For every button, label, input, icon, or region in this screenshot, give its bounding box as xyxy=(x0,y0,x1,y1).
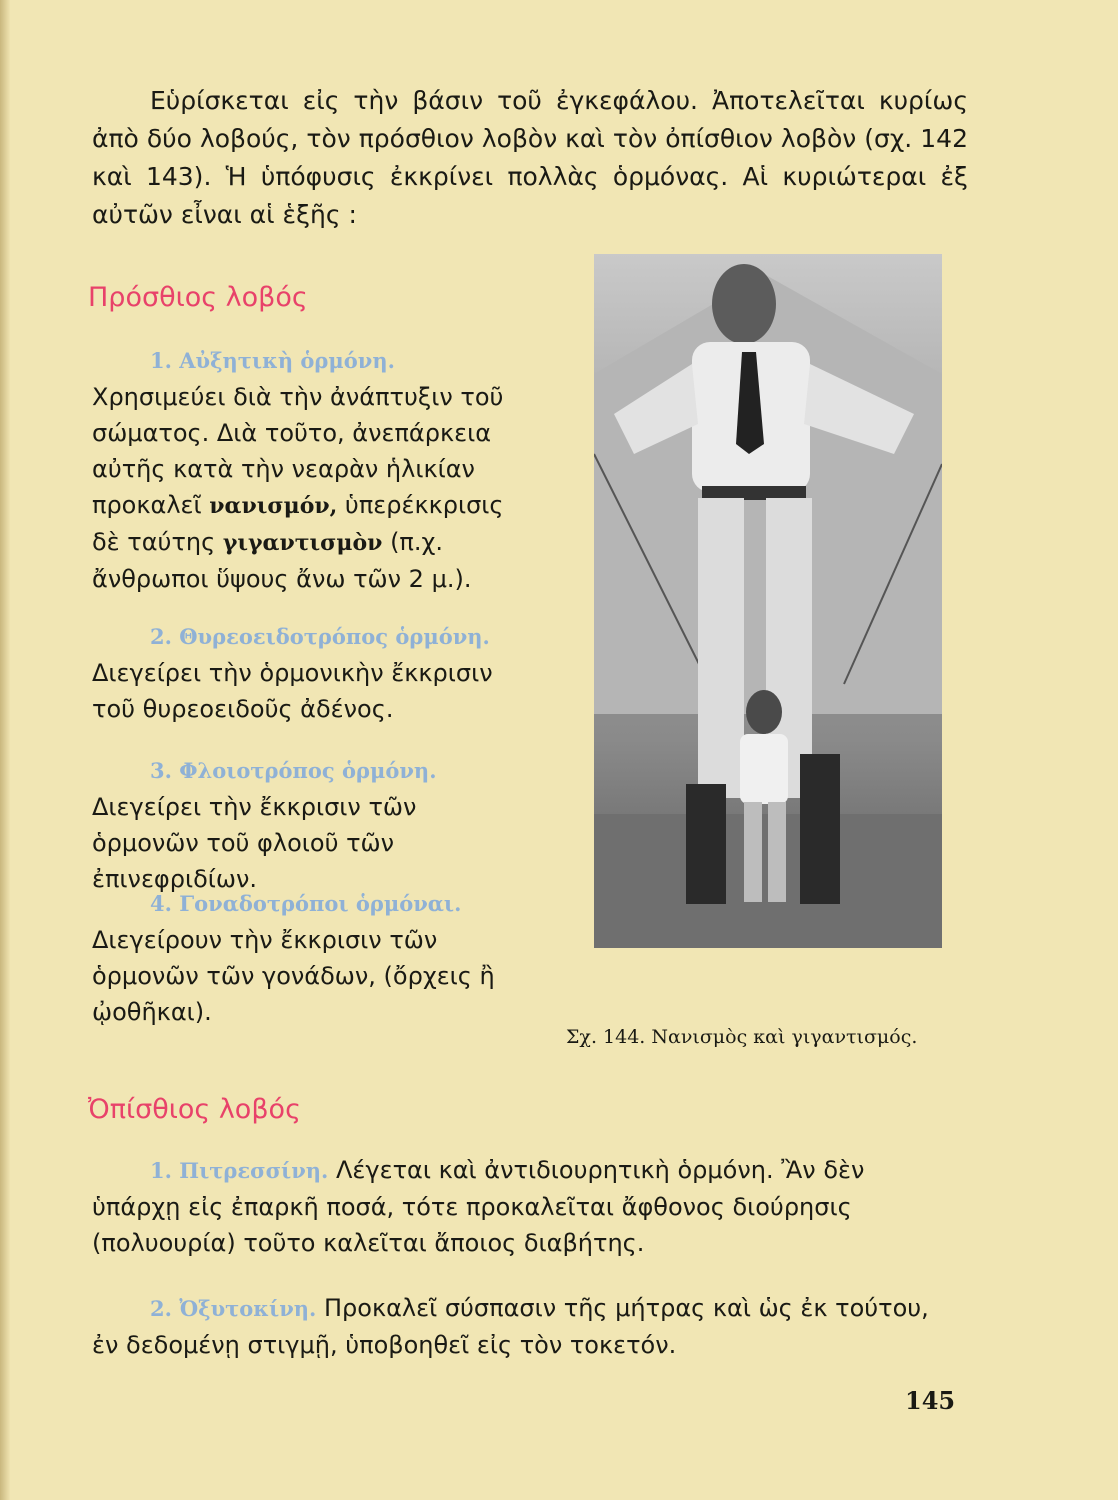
gigantism-term: γιγαντισμὸν xyxy=(222,530,383,556)
anterior-lobe-heading: Πρόσθιος λοβός xyxy=(88,282,308,313)
child-left-leg xyxy=(744,802,762,902)
posterior-lobe-heading: Ὀπίσθιος λοβός xyxy=(88,1094,301,1125)
child-shirt xyxy=(740,734,788,804)
thyrotropic-hormone-lead: 2. Θυρεοειδοτρόπος ὁρμόνη. xyxy=(150,624,490,649)
oxytocin-text: Προκαλεῖ σύσπασιν τῆς μήτρας καὶ ὡς ἐκ τούτου, ἐν δεδομένῃ στιγμῇ, ὑποβοηθεῖ εἰς τὸν τοκετόν. xyxy=(92,1294,929,1359)
pitressin-text: Λέγεται καὶ ἀντιδιουρητικὴ ὁρμόνη. Ἂν δὲν ὑπάρχῃ εἰς ἐπαρκῆ ποσά, τότε προκαλεῖται ἄφθονος διούρησις (πολυουρία) τοῦτο καλεῖται ἄποιος διαβήτης. xyxy=(92,1156,865,1257)
thyrotropic-hormone-text: Διεγείρει τὴν ὁρμονικὴν ἔκκρισιν τοῦ θυρεοειδοῦς ἀδένος. xyxy=(92,659,493,723)
oxytocin-lead: 2. Ὀξυτοκίνη. xyxy=(150,1296,317,1321)
intro-paragraph xyxy=(92,82,968,234)
giant-right-boot xyxy=(800,754,840,904)
giant-belt xyxy=(702,486,806,500)
thyrotropic-hormone-paragraph xyxy=(92,618,524,727)
pitressin-paragraph xyxy=(92,1152,954,1261)
figure-caption: Σχ. 144. Νανισμὸς καὶ γιγαντισμός. xyxy=(566,1026,918,1048)
page-number: 145 xyxy=(905,1386,956,1415)
gonadotropic-hormones-paragraph xyxy=(92,885,524,1030)
gonadotropic-hormones-lead: 4. Γοναδοτρόποι ὁρμόναι. xyxy=(150,891,462,916)
gonadotropic-hormones-text: Διεγείρουν τὴν ἔκκρισιν τῶν ὁρμονῶν τῶν γονάδων, (ὄρχεις ἢ ᾠοθῆκαι). xyxy=(92,926,495,1026)
growth-hormone-text-b: ὑπερέκκρισις δὲ ταύτης xyxy=(92,491,504,556)
child-head xyxy=(746,690,782,734)
gigantism-photo xyxy=(594,254,942,948)
child-right-leg xyxy=(768,802,786,902)
corticotropic-hormone-text: Διεγείρει τὴν ἔκκρισιν τῶν ὁρμονῶν τοῦ φλοιοῦ τῶν ἐπινεφριδίων. xyxy=(92,793,417,893)
pitressin-lead: 1. Πιτρεσσίνη. xyxy=(150,1158,329,1183)
growth-hormone-text-c: (π.χ. ἄνθρωποι ὕψους ἄνω τῶν 2 μ.). xyxy=(92,528,472,593)
intro-text: Εὑρίσκεται εἰς τὴν βάσιν τοῦ ἐγκεφάλου. Ἀποτελεῖται κυρίως ἀπὸ δύο λοβούς, τὸν πρόσθιον λοβὸν καὶ τὸν ὀπίσθιον λοβὸν (σχ. 142 καὶ 143). Ἡ ὑπόφυσις ἐκκρίνει πολλὰς ὁρμόνας. Αἱ κυριώτεραι ἐξ αὐτῶν εἶναι αἱ ἑξῆς : xyxy=(92,86,968,229)
growth-hormone-lead: 1. Αὐξητικὴ ὁρμόνη. xyxy=(150,348,395,373)
giant-left-leg xyxy=(698,498,744,798)
page-edge xyxy=(0,0,10,1500)
photo-illustration xyxy=(594,254,942,948)
corticotropic-hormone-lead: 3. Φλοιοτρόπος ὁρμόνη. xyxy=(150,758,437,783)
nanism-term: νανισμόν, xyxy=(209,493,338,519)
giant-left-boot xyxy=(686,784,726,904)
growth-hormone-paragraph xyxy=(92,342,524,597)
giant-head xyxy=(712,264,776,344)
growth-hormone-text-a: Χρησιμεύει διὰ τὴν ἀνάπτυξιν τοῦ σώματος. Διὰ τοῦτο, ἀνεπάρκεια αὐτῆς κατὰ τὴν νεαρὰν ἡλικίαν προκαλεῖ xyxy=(92,383,504,519)
corticotropic-hormone-paragraph xyxy=(92,752,524,897)
oxytocin-paragraph xyxy=(92,1290,954,1363)
